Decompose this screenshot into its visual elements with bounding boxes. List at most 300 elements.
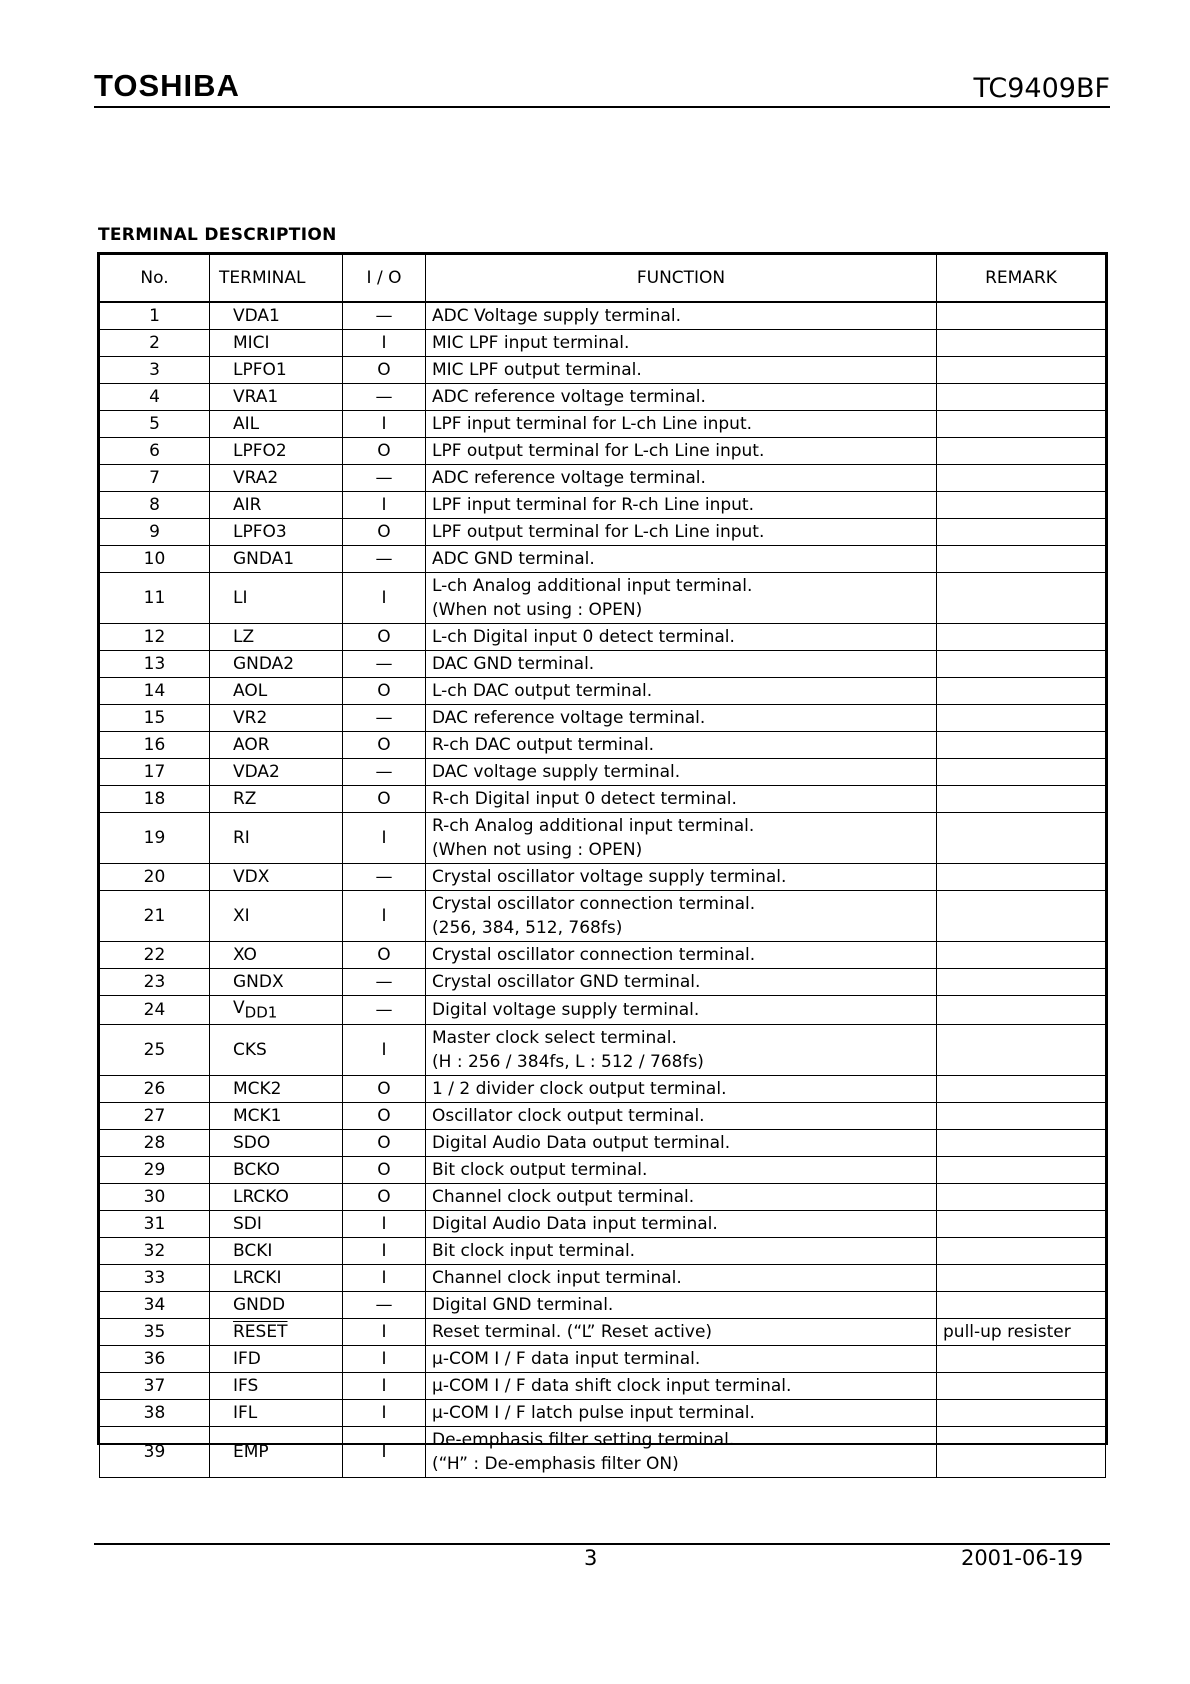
function-description <box>426 573 937 624</box>
pin-number: 24 <box>100 996 210 1025</box>
io-direction: I <box>343 411 426 438</box>
io-direction: O <box>343 732 426 759</box>
function-line: ADC reference voltage terminal. <box>432 468 706 488</box>
table-row <box>100 969 1106 996</box>
table-row <box>100 624 1106 651</box>
pin-number: 26 <box>100 1076 210 1103</box>
terminal-label: BCKO <box>233 1160 280 1181</box>
io-direction: I <box>343 573 426 624</box>
function-description <box>426 1292 937 1319</box>
footer-divider <box>94 1543 1110 1545</box>
terminal-name <box>210 864 343 891</box>
terminal-name <box>210 384 343 411</box>
function-line: 1 / 2 divider clock output terminal. <box>432 1079 727 1100</box>
table-row <box>100 438 1106 465</box>
terminal-name <box>210 438 343 465</box>
terminal-label: RZ <box>233 789 257 809</box>
function-line: ADC reference voltage terminal. <box>432 387 706 407</box>
table-row <box>100 891 1106 942</box>
io-direction: I <box>343 813 426 864</box>
terminal-name <box>210 357 343 384</box>
function-description <box>426 864 937 891</box>
function-line: μ-COM I / F latch pulse input terminal. <box>432 1403 755 1424</box>
remark <box>937 1427 1106 1478</box>
remark <box>937 1238 1106 1265</box>
pin-number: 25 <box>100 1025 210 1076</box>
terminal-label: IFS <box>233 1376 259 1397</box>
terminal-name <box>210 624 343 651</box>
terminal-name <box>210 813 343 864</box>
remark <box>937 1346 1106 1373</box>
terminal-name <box>210 705 343 732</box>
terminal-label: AOL <box>233 681 268 701</box>
terminal-label: IFL <box>233 1403 258 1424</box>
terminal-label: LPFO3 <box>233 522 287 542</box>
io-direction: I <box>343 1211 426 1238</box>
function-description <box>426 465 937 492</box>
remark <box>937 786 1106 813</box>
table-row <box>100 384 1106 411</box>
function-line: μ-COM I / F data shift clock input terminal. <box>432 1376 792 1397</box>
pin-number: 33 <box>100 1265 210 1292</box>
function-description <box>426 384 937 411</box>
pin-number: 3 <box>100 357 210 384</box>
pin-number: 38 <box>100 1400 210 1427</box>
function-description <box>426 1157 937 1184</box>
io-direction: — <box>343 996 426 1025</box>
terminal-name <box>210 411 343 438</box>
function-line: De-emphasis filter setting terminal. <box>432 1430 735 1451</box>
terminal-label: LRCKI <box>233 1268 282 1289</box>
function-description <box>426 678 937 705</box>
pin-number: 28 <box>100 1130 210 1157</box>
io-direction: — <box>343 546 426 573</box>
table-row <box>100 1076 1106 1103</box>
function-line: L-ch Analog additional input terminal. <box>432 576 753 596</box>
function-line: ADC Voltage supply terminal. <box>432 306 681 326</box>
remark <box>937 357 1106 384</box>
io-direction: O <box>343 678 426 705</box>
io-direction: — <box>343 969 426 996</box>
terminal-label: VR2 <box>233 708 268 728</box>
io-direction: — <box>343 1292 426 1319</box>
pin-number: 13 <box>100 651 210 678</box>
function-line: MIC LPF output terminal. <box>432 360 642 380</box>
section-title: TERMINAL DESCRIPTION <box>98 225 337 245</box>
table-row <box>100 1184 1106 1211</box>
pin-number: 27 <box>100 1103 210 1130</box>
function-line: MIC LPF input terminal. <box>432 333 630 353</box>
function-line: R-ch Analog additional input terminal. <box>432 816 755 836</box>
terminal-name <box>210 519 343 546</box>
io-direction: — <box>343 864 426 891</box>
function-line: DAC voltage supply terminal. <box>432 762 681 782</box>
pin-number: 21 <box>100 891 210 942</box>
terminal-label: VDA2 <box>233 762 280 782</box>
terminal-label: SDI <box>233 1214 262 1235</box>
pin-number: 15 <box>100 705 210 732</box>
io-direction: I <box>343 1265 426 1292</box>
terminal-name <box>210 1292 343 1319</box>
function-line: LPF output terminal for L-ch Line input. <box>432 441 765 461</box>
remark <box>937 573 1106 624</box>
table-row <box>100 813 1106 864</box>
column-header-terminal: TERMINAL <box>210 255 343 303</box>
function-line: Digital GND terminal. <box>432 1295 614 1316</box>
io-direction: I <box>343 1025 426 1076</box>
function-line-2: (When not using : OPEN) <box>432 600 643 620</box>
pin-number: 7 <box>100 465 210 492</box>
function-line: DAC GND terminal. <box>432 654 595 674</box>
io-direction: O <box>343 1076 426 1103</box>
pin-number: 2 <box>100 330 210 357</box>
remark <box>937 546 1106 573</box>
io-direction: I <box>343 330 426 357</box>
table-row <box>100 651 1106 678</box>
table-row <box>100 1130 1106 1157</box>
pin-number: 4 <box>100 384 210 411</box>
remark <box>937 438 1106 465</box>
table-row <box>100 759 1106 786</box>
function-line: Digital Audio Data output terminal. <box>432 1133 731 1154</box>
terminal-name <box>210 1265 343 1292</box>
function-description <box>426 942 937 969</box>
function-line-2: (“H” : De-emphasis filter ON) <box>432 1454 679 1475</box>
function-description <box>426 1400 937 1427</box>
function-description <box>426 1238 937 1265</box>
function-line: Channel clock output terminal. <box>432 1187 695 1208</box>
terminal-label: VDX <box>233 867 270 887</box>
io-direction: I <box>343 1373 426 1400</box>
table-row <box>100 1427 1106 1478</box>
function-description <box>426 1427 937 1478</box>
terminal-name <box>210 546 343 573</box>
function-line: Crystal oscillator connection terminal. <box>432 894 756 914</box>
function-description <box>426 705 937 732</box>
terminal-label: V <box>233 998 245 1018</box>
function-line: μ-COM I / F data input terminal. <box>432 1349 701 1370</box>
function-description <box>426 302 937 330</box>
terminal-name <box>210 330 343 357</box>
remark <box>937 969 1106 996</box>
remark <box>937 1157 1106 1184</box>
remark <box>937 1076 1106 1103</box>
terminal-name <box>210 1076 343 1103</box>
terminal-name <box>210 1025 343 1076</box>
function-description <box>426 1373 937 1400</box>
pin-number: 16 <box>100 732 210 759</box>
pin-number: 17 <box>100 759 210 786</box>
pin-number: 35 <box>100 1319 210 1346</box>
pin-number: 14 <box>100 678 210 705</box>
function-line: ADC GND terminal. <box>432 549 595 569</box>
function-line: Oscillator clock output terminal. <box>432 1106 705 1127</box>
terminal-name <box>210 996 343 1025</box>
function-description <box>426 330 937 357</box>
io-direction: O <box>343 438 426 465</box>
terminal-label: IFD <box>233 1349 261 1370</box>
function-line: Master clock select terminal. <box>432 1028 677 1049</box>
terminal-name <box>210 573 343 624</box>
function-description <box>426 1103 937 1130</box>
terminal-label: GNDD <box>233 1295 286 1316</box>
function-line: L-ch DAC output terminal. <box>432 681 653 701</box>
table-row <box>100 1265 1106 1292</box>
pin-number: 19 <box>100 813 210 864</box>
io-direction: — <box>343 759 426 786</box>
remark <box>937 1292 1106 1319</box>
function-line: LPF input terminal for L-ch Line input. <box>432 414 753 434</box>
io-direction: O <box>343 1103 426 1130</box>
pin-number: 12 <box>100 624 210 651</box>
pin-number: 39 <box>100 1427 210 1478</box>
remark <box>937 891 1106 942</box>
function-description <box>426 651 937 678</box>
table-row <box>100 411 1106 438</box>
terminal-name <box>210 891 343 942</box>
table-row <box>100 1025 1106 1076</box>
terminal-label: BCKI <box>233 1241 273 1262</box>
terminal-label: AIR <box>233 495 262 515</box>
remark <box>937 1373 1106 1400</box>
table-row <box>100 492 1106 519</box>
table-header-row <box>100 255 1106 303</box>
terminal-label: RI <box>233 828 250 848</box>
terminal-label: GNDA2 <box>233 654 295 674</box>
pin-number: 23 <box>100 969 210 996</box>
io-direction: I <box>343 1238 426 1265</box>
table-row <box>100 678 1106 705</box>
function-description <box>426 891 937 942</box>
terminal-name <box>210 942 343 969</box>
table-row <box>100 705 1106 732</box>
terminal-name <box>210 651 343 678</box>
remark <box>937 384 1106 411</box>
remark <box>937 864 1106 891</box>
terminal-label: VRA1 <box>233 387 279 407</box>
terminal-name <box>210 1130 343 1157</box>
terminal-name <box>210 302 343 330</box>
terminal-name <box>210 1373 343 1400</box>
function-line: L-ch Digital input 0 detect terminal. <box>432 627 735 647</box>
terminal-label: GNDA1 <box>233 549 295 569</box>
function-line-2: (H : 256 / 384fs, L : 512 / 768fs) <box>432 1052 704 1073</box>
io-direction: O <box>343 786 426 813</box>
terminal-name <box>210 732 343 759</box>
terminal-name <box>210 1184 343 1211</box>
table-row <box>100 302 1106 330</box>
pin-number: 18 <box>100 786 210 813</box>
function-line: Crystal oscillator voltage supply terminal. <box>432 867 787 887</box>
remark <box>937 1211 1106 1238</box>
pin-number: 32 <box>100 1238 210 1265</box>
column-header-remark: REMARK <box>937 255 1106 303</box>
table-body <box>100 302 1106 1478</box>
column-header-no: No. <box>100 255 210 303</box>
function-line: Crystal oscillator connection terminal. <box>432 945 756 965</box>
terminal-name <box>210 1211 343 1238</box>
table-row <box>100 996 1106 1025</box>
document-date: 2001-06-19 <box>960 1546 1083 1570</box>
terminal-name <box>210 1319 343 1346</box>
table-row <box>100 1103 1106 1130</box>
terminal-name <box>210 1427 343 1478</box>
remark <box>937 813 1106 864</box>
pin-number: 37 <box>100 1373 210 1400</box>
pin-number: 22 <box>100 942 210 969</box>
remark <box>937 651 1106 678</box>
remark <box>937 624 1106 651</box>
table-row <box>100 1319 1106 1346</box>
terminal-name <box>210 465 343 492</box>
function-description <box>426 996 937 1025</box>
terminal-name <box>210 786 343 813</box>
terminal-subscript: DD1 <box>244 1003 278 1022</box>
io-direction: — <box>343 465 426 492</box>
pin-number: 8 <box>100 492 210 519</box>
io-direction: I <box>343 1346 426 1373</box>
function-description <box>426 759 937 786</box>
pin-number: 34 <box>100 1292 210 1319</box>
terminal-label: AIL <box>233 414 260 434</box>
terminal-label: VDA1 <box>233 306 280 326</box>
table-row <box>100 519 1106 546</box>
table-row <box>100 942 1106 969</box>
terminal-label: LPFO2 <box>233 441 287 461</box>
function-line: DAC reference voltage terminal. <box>432 708 706 728</box>
function-description <box>426 492 937 519</box>
remark <box>937 1130 1106 1157</box>
terminal-label: LI <box>233 588 248 608</box>
function-description <box>426 1319 937 1346</box>
function-description <box>426 624 937 651</box>
io-direction: O <box>343 519 426 546</box>
function-line-2: (256, 384, 512, 768fs) <box>432 918 623 938</box>
remark <box>937 732 1106 759</box>
table-row <box>100 357 1106 384</box>
pin-number: 9 <box>100 519 210 546</box>
terminal-label: EMP <box>233 1442 269 1463</box>
table-row <box>100 1211 1106 1238</box>
terminal-name <box>210 1400 343 1427</box>
header-divider <box>94 106 1110 108</box>
function-description <box>426 1130 937 1157</box>
terminal-label: XO <box>233 945 257 965</box>
terminal-label: LZ <box>233 627 255 647</box>
function-description <box>426 1211 937 1238</box>
terminal-name <box>210 492 343 519</box>
io-direction: O <box>343 624 426 651</box>
remark <box>937 705 1106 732</box>
function-description <box>426 357 937 384</box>
remark <box>937 411 1106 438</box>
function-description <box>426 438 937 465</box>
remark <box>937 1025 1106 1076</box>
pin-number: 11 <box>100 573 210 624</box>
io-direction: O <box>343 942 426 969</box>
io-direction: I <box>343 1427 426 1478</box>
remark <box>937 519 1106 546</box>
terminal-name <box>210 969 343 996</box>
table-row <box>100 1373 1106 1400</box>
function-description <box>426 1025 937 1076</box>
remark <box>937 678 1106 705</box>
function-line: Bit clock input terminal. <box>432 1241 636 1262</box>
remark <box>937 330 1106 357</box>
remark <box>937 465 1106 492</box>
function-line: Digital Audio Data input terminal. <box>432 1214 718 1235</box>
terminal-name <box>210 1103 343 1130</box>
remark <box>937 942 1106 969</box>
remark <box>937 996 1106 1025</box>
terminal-name <box>210 1157 343 1184</box>
remark <box>937 759 1106 786</box>
column-header-function: FUNCTION <box>426 255 937 303</box>
pin-number: 36 <box>100 1346 210 1373</box>
terminal-label: GNDX <box>233 972 284 992</box>
pin-number: 30 <box>100 1184 210 1211</box>
function-description <box>426 1184 937 1211</box>
function-description <box>426 1265 937 1292</box>
terminal-label: MCK1 <box>233 1106 282 1127</box>
table-row <box>100 465 1106 492</box>
remark <box>937 1184 1106 1211</box>
io-direction: — <box>343 384 426 411</box>
remark <box>937 302 1106 330</box>
terminal-label: VRA2 <box>233 468 279 488</box>
terminal-label: RESET <box>233 1322 288 1343</box>
pin-number: 10 <box>100 546 210 573</box>
terminal-label: MCK2 <box>233 1079 282 1100</box>
table-row <box>100 1292 1106 1319</box>
pin-number: 5 <box>100 411 210 438</box>
pin-number: 6 <box>100 438 210 465</box>
table-row <box>100 786 1106 813</box>
table-row <box>100 330 1106 357</box>
column-header-io: I / O <box>343 255 426 303</box>
pin-number: 31 <box>100 1211 210 1238</box>
function-line: Reset terminal. (“L” Reset active) <box>432 1322 713 1343</box>
function-line: Digital voltage supply terminal. <box>432 1000 700 1021</box>
function-line: R-ch Digital input 0 detect terminal. <box>432 789 737 809</box>
function-description <box>426 969 937 996</box>
terminal-label: LRCKO <box>233 1187 289 1208</box>
page-number: 3 <box>584 1546 598 1570</box>
terminal-table <box>97 252 1108 1475</box>
pin-number: 20 <box>100 864 210 891</box>
io-direction: I <box>343 1400 426 1427</box>
terminal-label: CKS <box>233 1040 267 1061</box>
function-line: LPF output terminal for L-ch Line input. <box>432 522 765 542</box>
terminal-label: XI <box>233 906 250 926</box>
terminal-name <box>210 678 343 705</box>
table-row <box>100 1157 1106 1184</box>
function-line-2: (When not using : OPEN) <box>432 840 643 860</box>
table-row <box>100 1346 1106 1373</box>
function-description <box>426 546 937 573</box>
terminal-label: MICI <box>233 333 270 353</box>
pin-number: 29 <box>100 1157 210 1184</box>
function-description <box>426 1346 937 1373</box>
io-direction: — <box>343 651 426 678</box>
io-direction: — <box>343 705 426 732</box>
io-direction: O <box>343 1157 426 1184</box>
function-line: Channel clock input terminal. <box>432 1268 682 1289</box>
function-line: R-ch DAC output terminal. <box>432 735 655 755</box>
io-direction: I <box>343 891 426 942</box>
io-direction: O <box>343 1130 426 1157</box>
io-direction: O <box>343 1184 426 1211</box>
